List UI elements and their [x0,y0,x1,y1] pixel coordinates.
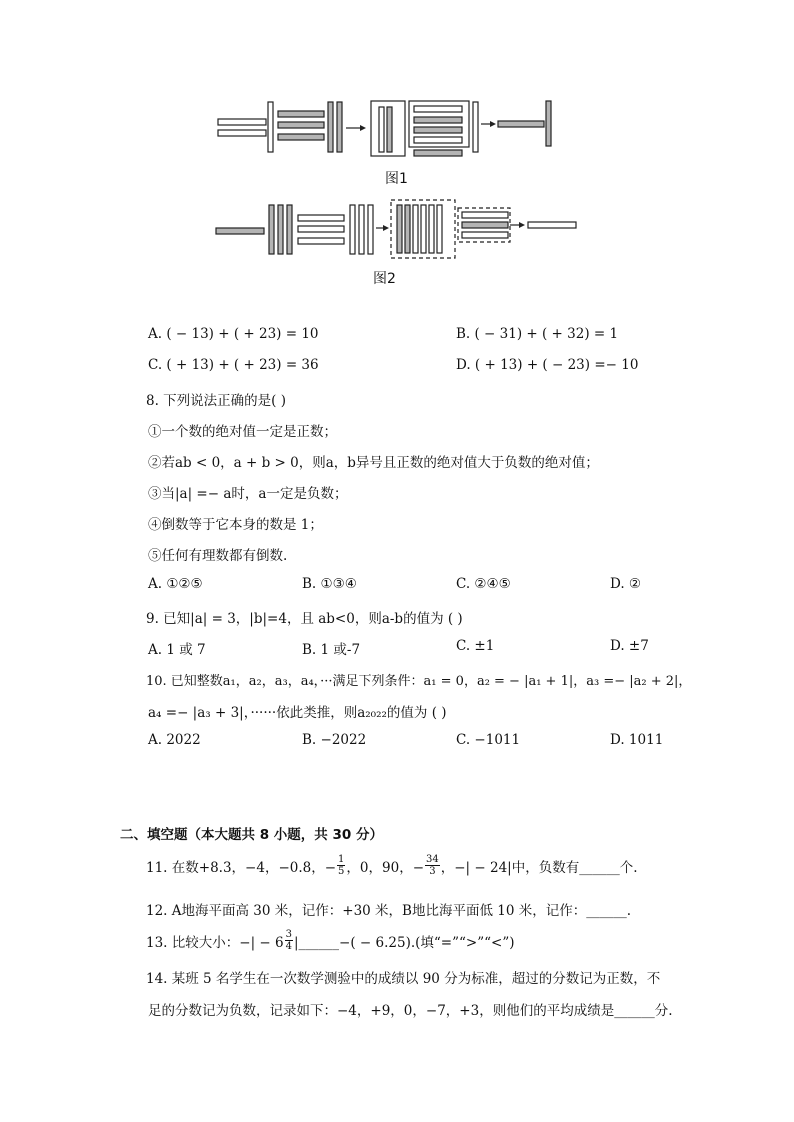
q11 [146,854,638,877]
fig2-stick-white-vertical-1 [350,205,355,254]
fig2-stick-gray-vertical-3 [287,205,292,254]
q8-statement-2: ②若ab < 0，a + b > 0，则a，b异号且正数的绝对值大于负数的绝对值； [148,455,599,471]
fig2-stick-white-vertical-2 [359,205,364,254]
q7-option-d: D. ( + 13) + ( − 23) =− 10 [456,357,639,373]
fig2-stick-white-2 [298,226,344,232]
q7-option-b: B. ( − 31) + ( + 32) = 1 [456,326,619,342]
q8-option-b: B. ①③④ [302,576,357,592]
q9-stem: 9. 已知|a| = 3，|b|=4，且 ab<0，则a-b的值为 ( ) [146,611,463,627]
q11-text-3: ，−| − 24|中，负数有______个. [440,859,638,876]
q10-option-c: C. −1011 [456,732,521,748]
fig2-box-stick-white-3 [429,205,434,253]
q13-text-2: |______−( − 6.25).(填“=”“>”“<”) [293,934,515,951]
q8-statement-3: ③当|a| =− a时，a一定是负数； [148,486,348,502]
fig2-box-stick-white-2 [421,205,426,253]
fig2-stick-gray-vertical-2 [278,205,283,254]
q7-option-a: A. ( − 13) + ( + 23) = 10 [148,326,319,342]
q11-text-2: ，0，90，− [346,859,425,876]
q11-fraction-2-numerator: 34 [426,854,439,865]
q10-option-b: B. −2022 [302,732,367,748]
q9-option-d: D. ±7 [610,638,649,654]
q14-line1: 14. 某班 5 名学生在一次数学测验中的成绩以 90 分为标准，超过的分数记为正数，不 [146,971,661,987]
fig2-box-stick-white-4 [437,205,442,253]
q8-option-c: C. ②④⑤ [456,576,511,592]
fig2-box-stick-gray-1 [397,205,402,253]
q10-option-d: D. 1011 [610,732,664,748]
q12: 12. A地海平面高 30 米，记作：+30 米，B地比海平面低 10 米，记作：______. [146,903,632,919]
fig2-stick-white-3 [298,238,344,244]
q11-fraction-1 [337,854,345,877]
q13 [146,929,515,952]
q8-option-d: D. ② [610,576,642,592]
fig2-box2-stick-1 [462,212,508,218]
q10-option-a: A. 2022 [148,732,201,748]
q9-option-a: A. 1 或 7 [148,642,206,658]
fig2-caption: 图2 [373,271,396,287]
q8-statement-5: ⑤任何有理数都有倒数. [148,548,288,564]
figure-2 [0,0,794,300]
q10-stem-line1: 10. 已知整数a₁，a₂，a₃，a₄，···满足下列条件：a₁ = 0，a₂ = − |a₁ + 1|，a₃ =− |a₂ + 2|， [146,674,692,689]
q8-option-a: A. ①②⑤ [148,576,203,592]
section-2-title: 二、填空题（本大题共 8 小题，共 30 分） [120,827,383,843]
fig2-stick-gray-vertical-1 [269,205,274,254]
fig1-caption: 图1 [385,171,408,187]
q8-statement-1: ①一个数的绝对值一定是正数； [148,424,337,440]
q9-option-c: C. ±1 [456,638,495,654]
q13-fraction-denominator: 4 [285,941,292,952]
q10-stem-line2: a₄ =− |a₃ + 3|，······依此类推，则a₂₀₂₂的值为 ( ) [148,705,447,721]
q11-fraction-1-numerator: 1 [338,854,345,865]
q11-text-1: 11. 在数+8.3，−4，−0.8，− [146,859,337,876]
fig2-stick-white-1 [298,215,344,221]
fig2-stick-gray-horizontal [216,228,264,234]
fig2-stick-white-result [528,222,576,228]
fig2-box2-stick-3 [462,232,508,238]
q8-statement-4: ④倒数等于它本身的数是 1； [148,517,323,533]
q11-fraction-2 [425,854,440,877]
fig2-box-stick-gray-2 [405,205,410,253]
fig2-box2-stick-2 [462,222,508,228]
q9-option-b: B. 1 或-7 [302,642,361,658]
fig2-stick-white-vertical-3 [368,205,373,254]
q13-text-1: 13. 比较大小：−| − 6 [146,934,284,951]
fig2-arrowhead-1 [383,225,389,231]
q11-fraction-1-denominator: 5 [338,866,345,877]
q13-fraction-numerator: 3 [285,929,292,940]
q11-fraction-2-denominator: 3 [429,866,436,877]
q8-stem: 8. 下列说法正确的是( ) [146,393,286,409]
q13-fraction [285,929,293,952]
q7-option-c: C. ( + 13) + ( + 23) = 36 [148,357,319,373]
fig2-arrowhead-2 [519,222,525,228]
fig2-box-stick-white-1 [413,205,418,253]
q14-line2: 足的分数记为负数，记录如下：−4，+9，0，−7，+3，则他们的平均成绩是______分. [148,1003,673,1019]
